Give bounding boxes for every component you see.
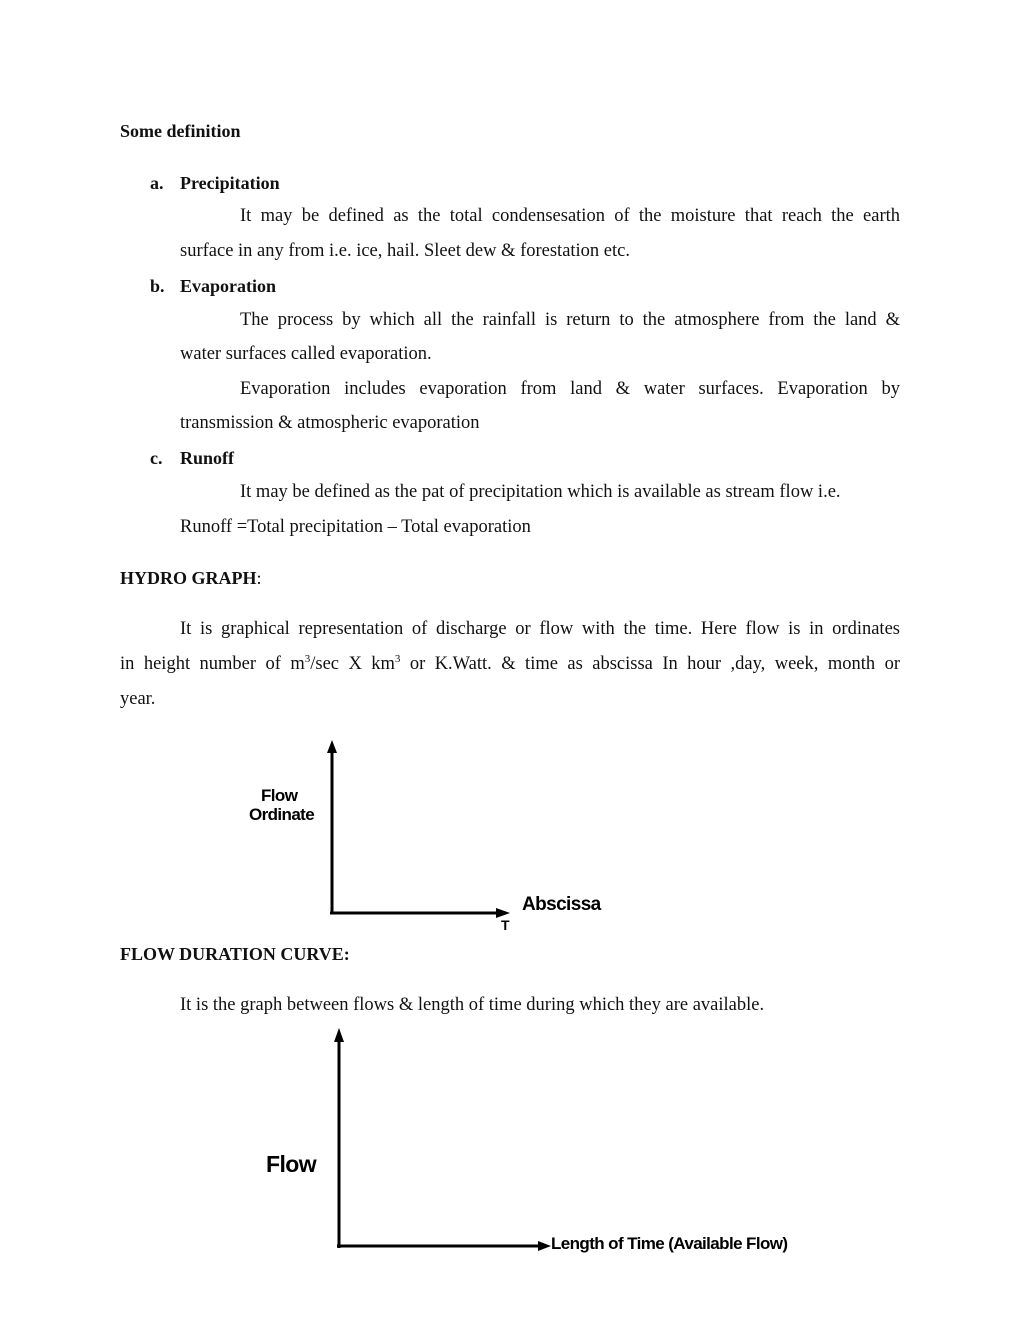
superscript-3-a: 3 [304,652,311,665]
flow-duration-x-label: Length of Time (Available Flow) [551,1234,788,1253]
definition-marker-c: c. [150,448,163,468]
hydrograph-text-line-1: It is graphical representation of discharge or flow with the time. Here flow is in ordinates [180,619,900,639]
definition-term-runoff: Runoff [180,448,235,468]
hydrograph-y-label-ordinate: Ordinate [249,805,315,824]
hydrograph-title: HYDRO GRAPH [120,568,257,588]
precipitation-text-line-1: It may be defined as the total condensesation of the moisture that reach the earth [240,206,900,226]
hydrograph-title-colon: : [256,568,262,588]
flow-duration-text: It is the graph between flows & length of time during which they are available. [180,995,765,1015]
flow-duration-y-label: Flow [266,1151,316,1177]
evaporation-text-line-3: Evaporation includes evaporation from land & water surfaces. Evaporation by [240,379,900,399]
evaporation-text-line-1: The process by which all the rainfall is return to the atmosphere from the land & [240,310,900,330]
section-heading: Some definition [120,121,241,141]
definition-term-precipitation: Precipitation [180,173,280,193]
definition-term-evaporation: Evaporation [180,276,277,296]
hydrograph-line2-part-c: or K.Watt. & time as abscissa In hour ,day, week, month or [400,654,900,674]
flow-duration-x-arrow-icon [538,1241,551,1251]
hydrograph-t-label: T [501,917,509,933]
hydrograph-line2-part-a: in height number of m [120,654,305,674]
definition-marker-b: b. [150,276,165,296]
runoff-text-line-1: It may be defined as the pat of precipitation which is available as stream flow i.e. [240,482,841,502]
hydrograph-y-label-flow: Flow [261,786,298,805]
hydrograph-line2-part-b: /sec X km [310,654,395,674]
definition-marker-a: a. [150,173,164,193]
hydrograph-text-line-3: year. [120,689,156,709]
evaporation-text-line-4: transmission & atmospheric evaporation [180,413,480,433]
flow-duration-y-arrow-icon [334,1028,344,1042]
flow-duration-heading: FLOW DURATION CURVE: [120,944,350,964]
superscript-3-b: 3 [394,652,401,665]
runoff-text-line-2: Runoff =Total precipitation – Total evaporation [180,517,531,537]
precipitation-text-line-2: surface in any from i.e. ice, hail. Sleet dew & forestation etc. [180,241,630,261]
hydrograph-x-label: Abscissa [522,894,601,915]
evaporation-text-line-2: water surfaces called evaporation. [180,344,432,364]
